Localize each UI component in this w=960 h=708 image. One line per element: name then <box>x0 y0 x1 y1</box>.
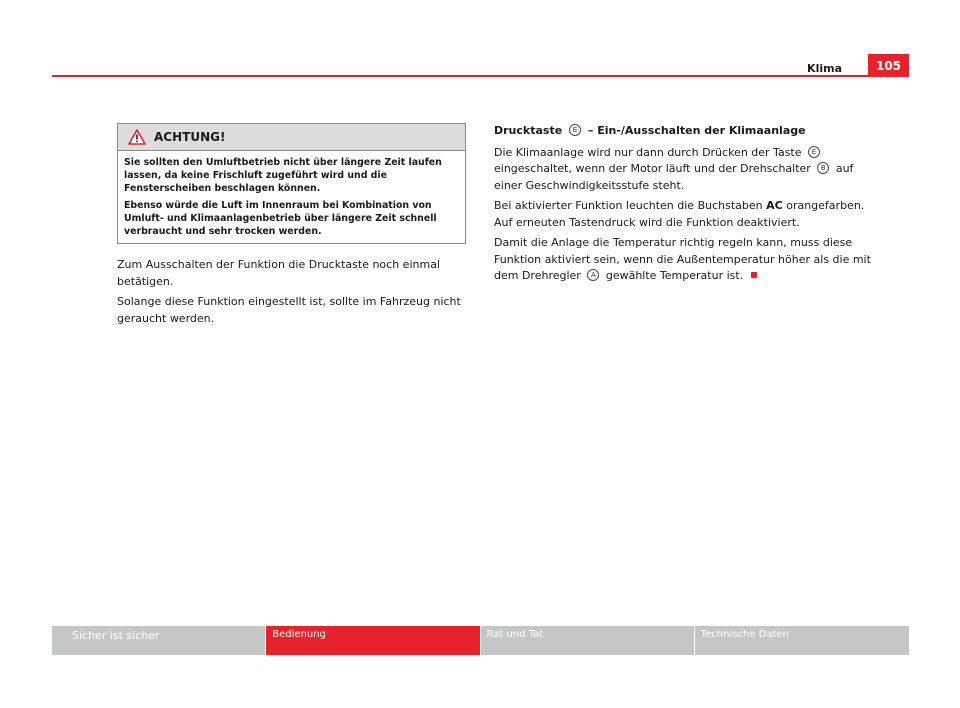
text-span: Die Klimaanlage wird nur dann durch Drücken der Taste <box>494 145 802 159</box>
right-column <box>494 123 874 289</box>
warning-paragraph: Sie sollten den Umluftbetrieb nicht über längere Zeit laufen lassen, da keine Frischluft zugeführt wird und die Fensterscheiben beschlagen können. <box>124 157 442 194</box>
text-span: auf einer Geschwindigkeitsstufe steht. <box>494 162 854 192</box>
body-paragraph <box>494 145 874 195</box>
body-paragraph <box>494 198 874 231</box>
warning-box <box>117 123 466 244</box>
footer-tab-rat-und-tat[interactable]: Rat und Tat <box>481 626 695 655</box>
control-marker-a: A <box>587 269 599 281</box>
ac-label: AC <box>766 199 783 212</box>
control-marker-b: B <box>817 162 829 174</box>
text-span: Damit die Anlage die Temperatur richtig regeln kann, muss diese Funktion aktiviert sein, wenn die Außentemperatur höher als die mit dem Drehregler <box>494 236 871 282</box>
footer-nav <box>52 626 909 655</box>
heading-prefix: Drucktaste <box>494 124 563 137</box>
chapter-title: Klima <box>807 62 842 75</box>
text-span: gewählte Temperatur ist. <box>605 269 744 282</box>
control-marker-e: E <box>569 124 581 136</box>
footer-tab-bedienung[interactable]: Bedienung <box>266 626 480 655</box>
warning-triangle-icon <box>128 129 146 145</box>
section-end-mark <box>751 272 757 278</box>
control-marker-e: E <box>808 146 820 158</box>
body-paragraph <box>494 235 874 285</box>
left-column <box>117 257 467 331</box>
footer-tab-technische-daten[interactable]: Technische Daten <box>695 626 909 655</box>
text-span: Bei aktivierter Funktion leuchten die Buchstaben <box>494 199 763 212</box>
warning-title: ACHTUNG! <box>154 130 226 144</box>
heading-suffix: – Ein-/Ausschalten der Klimaanlage <box>587 124 806 137</box>
text-span: eingeschaltet, wenn der Motor läuft und der Drehschalter <box>494 162 811 175</box>
body-paragraph: Zum Ausschalten der Funktion die Drucktaste noch einmal betätigen. <box>117 258 440 288</box>
body-paragraph: Solange diese Funktion eingestellt ist, sollte im Fahrzeug nicht geraucht werden. <box>117 295 461 325</box>
header-rule <box>52 75 909 77</box>
warning-paragraph: Ebenso würde die Luft im Innenraum bei Kombination von Umluft- und Klimaanlagenbetrieb über längere Zeit schnell verbraucht und sehr trocken werden. <box>124 200 437 237</box>
section-heading <box>494 123 874 140</box>
footer-tab-sicher-ist-sicher[interactable]: Sicher ist sicher <box>52 626 266 655</box>
warning-header <box>118 124 465 151</box>
page-number: 105 <box>868 54 909 77</box>
text-span: orangefarben. Auf erneuten Tastendruck wird die Funktion deaktiviert. <box>494 199 865 229</box>
warning-body <box>118 151 465 238</box>
